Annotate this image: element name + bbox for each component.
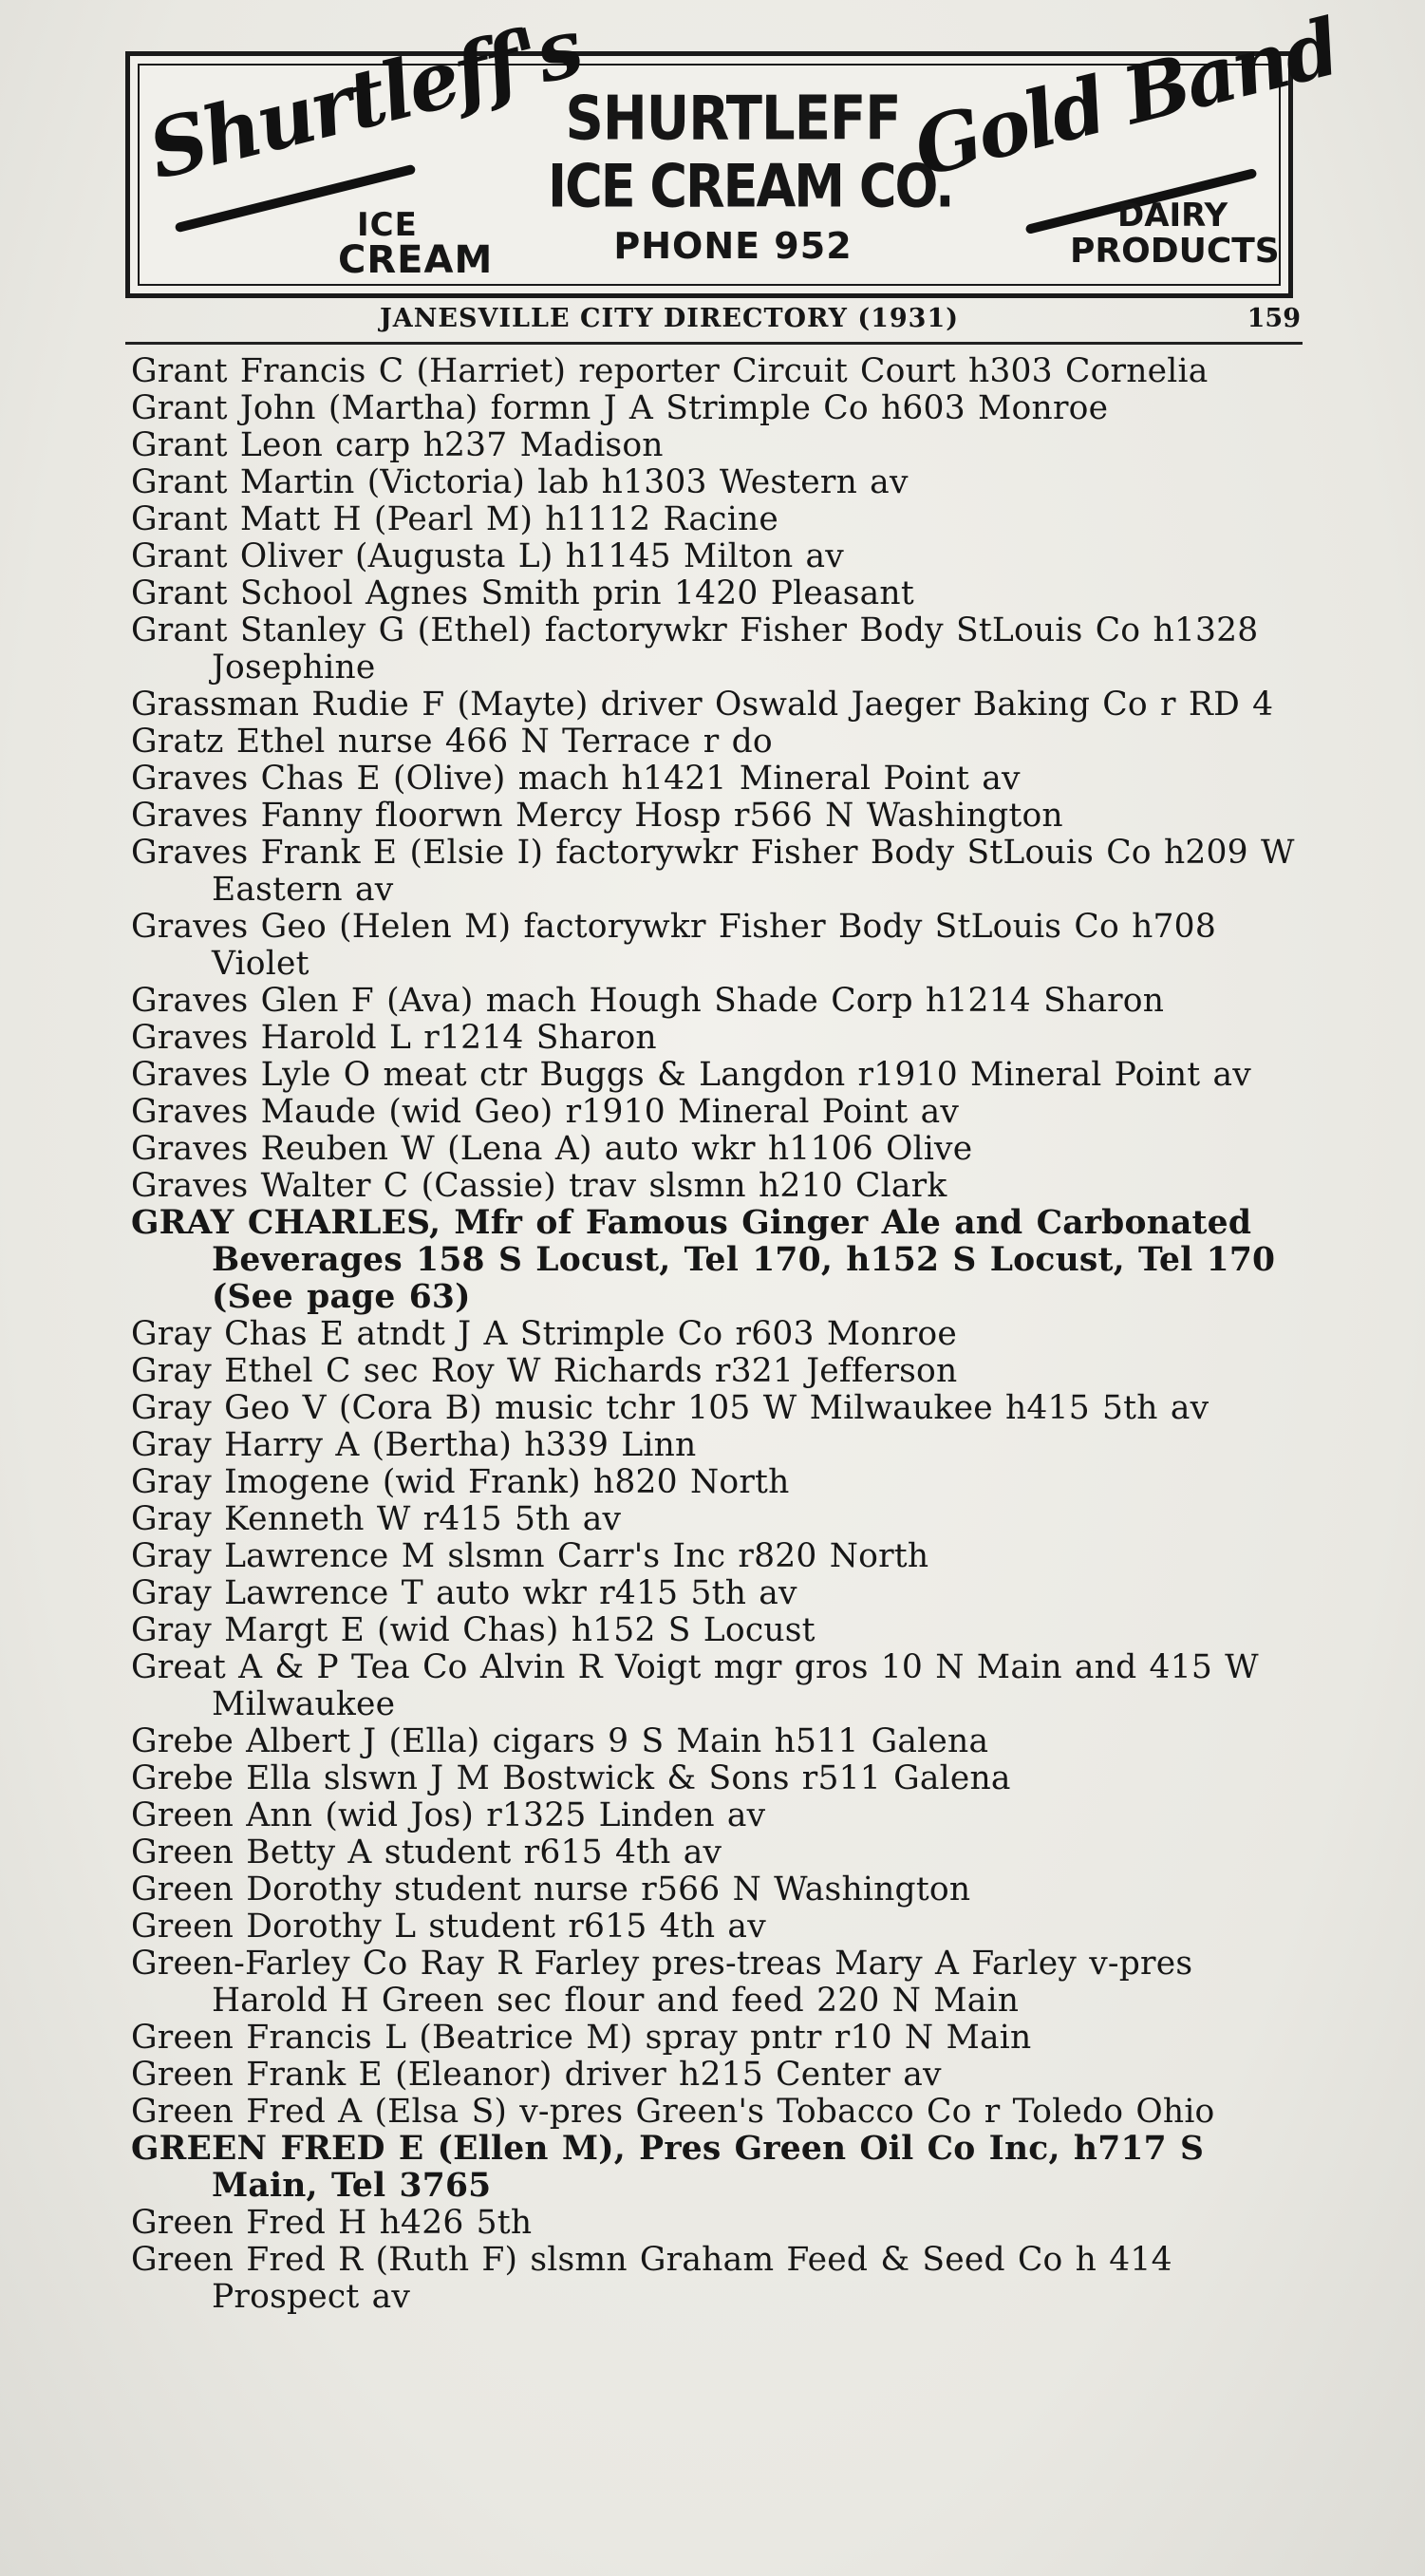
directory-entry: Graves Glen F (Ava) mach Hough Shade Corp h1214 Sharon	[131, 982, 1165, 1020]
directory-entry: GRAY CHARLES, Mfr of Famous Ginger Ale and Carbonated Beverages 158 S Locust, Tel 170, h152 S Locust, Tel 170 (See page 63)	[131, 1204, 1276, 1316]
logo-ice-text: ICE	[357, 206, 418, 244]
directory-entry: Gray Chas E atndt J A Strimple Co r603 Monroe	[131, 1315, 958, 1353]
directory-entry: Graves Lyle O meat ctr Buggs & Langdon r1910 Mineral Point av	[131, 1056, 1251, 1094]
directory-entry: Graves Reuben W (Lena A) auto wkr h1106 Olive	[131, 1130, 973, 1168]
advertisement-banner	[125, 0, 1346, 298]
directory-entry: Grant Martin (Victoria) lab h1303 Western av	[131, 463, 909, 501]
directory-entry: Grant Francis C (Harriet) reporter Circuit Court h303 Cornelia	[131, 352, 1209, 390]
directory-entry: Gray Imogene (wid Frank) h820 North	[131, 1463, 790, 1501]
directory-entry: Green Fred H h426 5th	[131, 2204, 533, 2242]
directory-entry: Gray Harry A (Bertha) h339 Linn	[131, 1426, 697, 1464]
directory-entry: Green Francis L (Beatrice M) spray pntr r10 N Main	[131, 2019, 1032, 2057]
directory-entry: Graves Maude (wid Geo) r1910 Mineral Point av	[131, 1093, 960, 1131]
directory-entry: Grant Leon carp h237 Madison	[131, 426, 664, 464]
directory-entry: Gray Lawrence T auto wkr r415 5th av	[131, 1574, 797, 1612]
directory-entry: Green Dorothy L student r615 4th av	[131, 1908, 766, 1946]
directory-entry: Gray Lawrence M slsmn Carr's Inc r820 North	[131, 1537, 929, 1575]
directory-entry: Graves Walter C (Cassie) trav slsmn h210 Clark	[131, 1167, 947, 1205]
directory-entry: Great A & P Tea Co Alvin R Voigt mgr gros 10 N Main and 415 W Milwaukee	[131, 1648, 1259, 1723]
gold-band-dairy-logo	[905, 1, 1346, 284]
directory-entry: Graves Chas E (Olive) mach h1421 Mineral Point av	[131, 760, 1021, 798]
directory-entry: Graves Frank E (Elsie I) factorywkr Fisher Body StLouis Co h209 W Eastern av	[131, 834, 1295, 909]
company-name-line1: SHURTLEFF	[565, 83, 901, 155]
directory-entry: Gray Ethel C sec Roy W Richards r321 Jefferson	[131, 1352, 958, 1390]
directory-entry: Gratz Ethel nurse 466 N Terrace r do	[131, 723, 773, 761]
page-number: 159	[1247, 304, 1301, 333]
directory-entry: Grassman Rudie F (Mayte) driver Oswald Jaeger Baking Co r RD 4	[131, 686, 1274, 724]
directory-entry: Grebe Albert J (Ella) cigars 9 S Main h511 Galena	[131, 1722, 989, 1760]
directory-entry: Green Frank E (Eleanor) driver h215 Center av	[131, 2056, 942, 2094]
directory-entry: Grant Stanley G (Ethel) factorywkr Fisher Body StLouis Co h1328 Josephine	[131, 611, 1259, 686]
shurtleffs-script-text: Shurtleff's	[140, 0, 590, 197]
directory-entry: Green Fred A (Elsa S) v-pres Green's Tobacco Co r Toledo Ohio	[131, 2093, 1215, 2131]
running-header	[125, 302, 1303, 345]
directory-entry: Gray Geo V (Cora B) music tchr 105 W Milwaukee h415 5th av	[131, 1389, 1209, 1427]
directory-entry: Graves Fanny floorwn Mercy Hosp r566 N Washington	[131, 797, 1063, 835]
gold-band-script-text: Gold Band	[905, 1, 1346, 196]
directory-entry: Graves Geo (Helen M) factorywkr Fisher Body StLouis Co h708 Violet	[131, 908, 1216, 983]
directory-entry: Grant John (Martha) formn J A Strimple Co h603 Monroe	[131, 389, 1109, 427]
directory-entry: Grant Matt H (Pearl M) h1112 Racine	[131, 500, 778, 538]
directory-entry: Green-Farley Co Ray R Farley pres-treas Mary A Farley v-pres Harold H Green sec flour and feed 220 N Main	[131, 1945, 1193, 2020]
directory-entry: Gray Margt E (wid Chas) h152 S Locust	[131, 1611, 816, 1649]
directory-entry: Grant School Agnes Smith prin 1420 Pleasant	[131, 574, 914, 612]
directory-entry: Grebe Ella slswn J M Bostwick & Sons r511 Galena	[131, 1759, 1011, 1797]
directory-entry: Grant Oliver (Augusta L) h1145 Milton av	[131, 537, 844, 575]
directory-title: JANESVILLE CITY DIRECTORY (1931)	[380, 304, 960, 333]
logo-products-text: PRODUCTS	[1070, 232, 1280, 271]
directory-entry: Green Betty A student r615 4th av	[131, 1833, 722, 1871]
company-name-line2: ICE CREAM CO.	[548, 151, 953, 221]
directory-entry: Gray Kenneth W r415 5th av	[131, 1500, 622, 1538]
logo-dairy-text: DAIRY	[1117, 197, 1228, 235]
shurtleffs-ice-cream-logo	[140, 0, 590, 284]
company-phone: PHONE 952	[613, 225, 853, 267]
company-name-block	[548, 83, 953, 267]
directory-entry: Green Fred R (Ruth F) slsmn Graham Feed & Seed Co h 414 Prospect av	[131, 2241, 1172, 2316]
directory-entry: Green Dorothy student nurse r566 N Washington	[131, 1871, 971, 1908]
logo-cream-text: CREAM	[338, 238, 494, 282]
advertisement-inner-border	[138, 0, 1346, 286]
directory-entry: Graves Harold L r1214 Sharon	[131, 1019, 657, 1057]
directory-entry: Green Ann (wid Jos) r1325 Linden av	[131, 1796, 766, 1834]
directory-entries-list	[131, 353, 1308, 2316]
directory-entry: GREEN FRED E (Ellen M), Pres Green Oil Co Inc, h717 S Main, Tel 3765	[131, 2130, 1205, 2205]
